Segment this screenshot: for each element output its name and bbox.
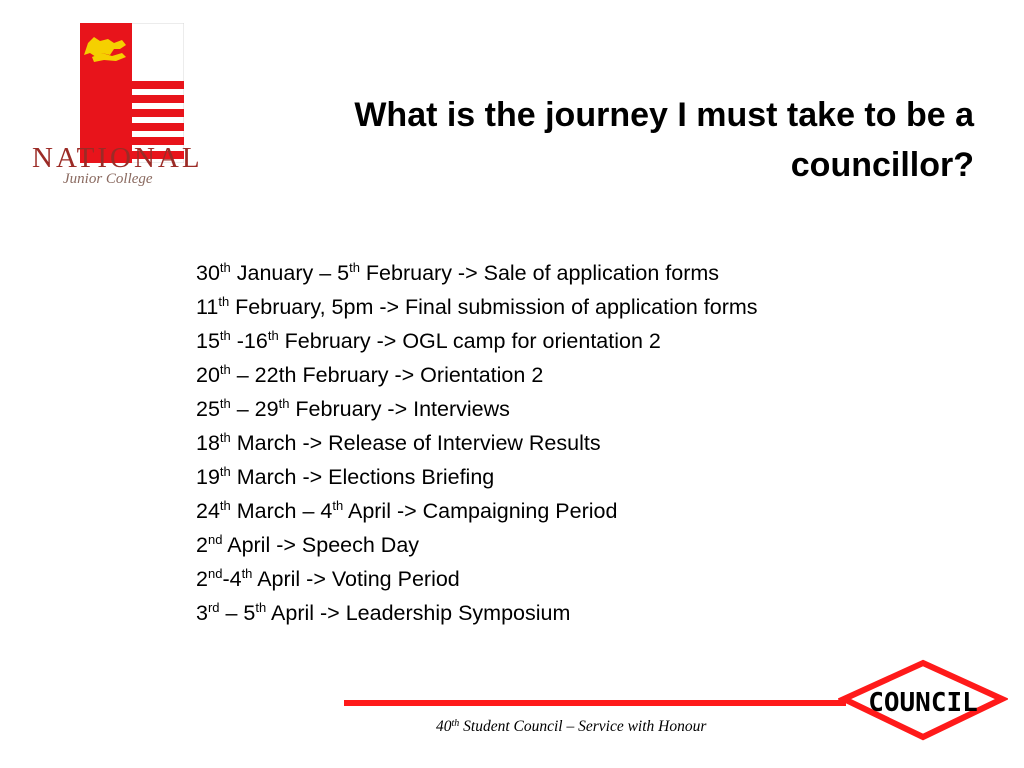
ordinal-suffix: rd — [207, 600, 220, 615]
council-logo-text: COUNCIL — [868, 688, 978, 718]
ordinal-suffix: th — [219, 464, 231, 479]
schedule-text: February -> Sale of application forms — [359, 261, 720, 285]
ordinal-suffix: nd — [207, 566, 223, 581]
ordinal-suffix: th — [267, 328, 279, 343]
schedule-text: -16 — [230, 329, 268, 353]
schedule-item — [196, 426, 758, 460]
schedule-item — [196, 324, 758, 358]
footer-number-suffix: th — [451, 718, 460, 729]
schedule-text: March -> Release of Interview Results — [230, 431, 601, 455]
schedule-text: -4 — [222, 567, 242, 591]
ordinal-suffix: th — [219, 362, 231, 377]
schedule-item — [196, 290, 758, 324]
schedule-text: April -> Campaigning Period — [343, 499, 618, 523]
schedule-item — [196, 528, 758, 562]
schedule-text: 25 — [196, 397, 220, 421]
ordinal-suffix: th — [219, 430, 231, 445]
schedule-list — [196, 256, 758, 630]
schedule-item — [196, 392, 758, 426]
schedule-item — [196, 358, 758, 392]
footer-slogan: Student Council – Service with Honour — [459, 718, 707, 735]
college-logo — [18, 18, 218, 198]
ordinal-suffix: th — [241, 566, 253, 581]
schedule-text: April -> Voting Period — [252, 567, 460, 591]
schedule-text: 15 — [196, 329, 220, 353]
schedule-item — [196, 562, 758, 596]
schedule-text: February, 5pm -> Final submission of application forms — [229, 295, 758, 319]
slide-title — [274, 90, 974, 190]
schedule-text: February -> OGL camp for orientation 2 — [278, 329, 661, 353]
schedule-text: April -> Speech Day — [222, 533, 420, 557]
schedule-item — [196, 256, 758, 290]
schedule-text: February -> Interviews — [289, 397, 510, 421]
ordinal-suffix: th — [332, 498, 344, 513]
college-subtitle: Junior College — [63, 171, 153, 187]
schedule-text: 19 — [196, 465, 220, 489]
ordinal-suffix: th — [218, 294, 230, 309]
schedule-text: – 22th February -> Orientation 2 — [230, 363, 544, 387]
schedule-text: 3 — [196, 601, 208, 625]
schedule-text: January – 5 — [230, 261, 350, 285]
schedule-text: 20 — [196, 363, 220, 387]
schedule-text: – 29 — [230, 397, 279, 421]
ordinal-suffix: th — [219, 498, 231, 513]
ordinal-suffix: th — [255, 600, 267, 615]
footer-caption — [436, 718, 706, 736]
student-council-logo-icon — [838, 655, 1008, 750]
schedule-text: – 5 — [219, 601, 256, 625]
ordinal-suffix: th — [219, 396, 231, 411]
ordinal-suffix: th — [219, 260, 231, 275]
schedule-text: 11 — [196, 295, 219, 319]
college-name: NATIONAL — [32, 142, 203, 174]
schedule-text: 30 — [196, 261, 220, 285]
schedule-item — [196, 460, 758, 494]
ordinal-suffix: th — [349, 260, 360, 275]
schedule-text: April -> Leadership Symposium — [266, 601, 571, 625]
schedule-text: 2 — [196, 533, 208, 557]
schedule-text: March -> Elections Briefing — [230, 465, 495, 489]
schedule-text: 2 — [196, 567, 208, 591]
ordinal-suffix: th — [278, 396, 290, 411]
footer-divider — [344, 700, 846, 706]
schedule-text: 24 — [196, 499, 220, 523]
ordinal-suffix: th — [219, 328, 231, 343]
schedule-item — [196, 596, 758, 630]
schedule-text: March – 4 — [230, 499, 333, 523]
schedule-text: 18 — [196, 431, 220, 455]
ordinal-suffix: nd — [207, 532, 223, 547]
slide-title-line-1: What is the journey I must take to be a — [354, 96, 974, 134]
footer-number: 40 — [436, 718, 452, 735]
schedule-item — [196, 494, 758, 528]
slide-title-line-2: councillor? — [790, 146, 974, 184]
